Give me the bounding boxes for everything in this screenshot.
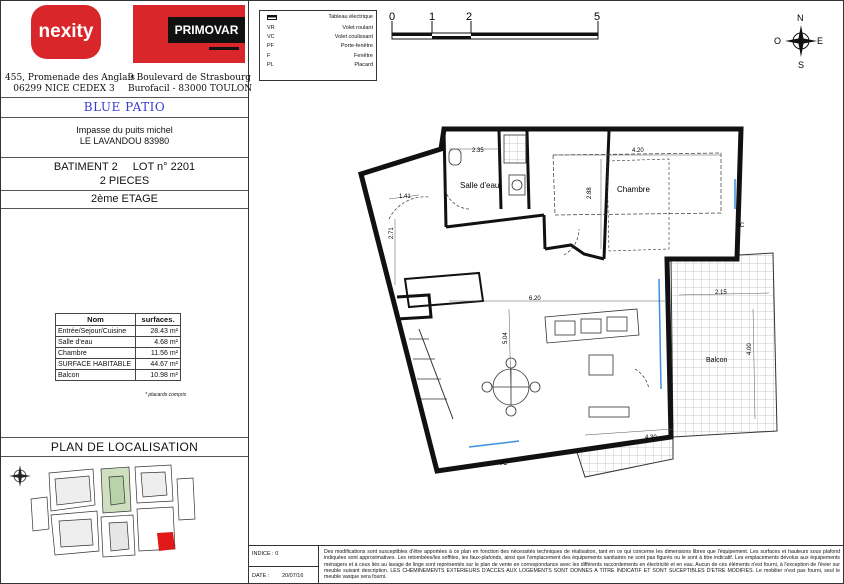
- location-city: LE LAVANDOU 83980: [79, 136, 170, 146]
- compass-icon: [774, 11, 834, 71]
- dim-label: 4.30: [645, 435, 657, 441]
- legend-row: [263, 14, 375, 23]
- surface-table: [55, 313, 181, 381]
- floor-plan-sheet: [249, 0, 844, 584]
- dim-label: 2.71: [389, 227, 395, 239]
- footer-meta: [249, 546, 319, 584]
- room-surface: 4.68 m²: [136, 337, 181, 348]
- highlighted-lot: [157, 532, 175, 551]
- dim-label: 4.00: [747, 343, 753, 355]
- footer: [249, 545, 844, 584]
- dim-label: 2.15: [715, 290, 727, 296]
- legend-value: Fenêtre: [354, 53, 373, 59]
- vc-label: VC: [499, 461, 508, 467]
- disclaimer-text: Des modifications sont susceptibles d'être apportées à ce plan en fonction des nécessités techniques de réalisation, tant en ce qui concerne les dimensions libres que l'équipement. Les surfaces et hauteurs sous plafond indiquées sont approximatives. Les retombées/les soffites, les faux-plafonds, ainsi que l'emplacement des équipements sanitaires ne sont pas figurés ou le sont à titre indicatif. Les emplacements dévolus aux équipements ménagers et à ceux liés au lavage de linge sont représentés sur le plan de vente en correspondance avec les différents raccordements en électricité et en eau. Aucun de ces éléments n'est fourni, à l'exception de l'évier sur meuble suivant description. LES CHEMINEMENTS EXTERIEURS D'ACCES AUX LOGEMENTS SONT DONNES A TITRE INDICATIF ET SONT SUCEPTIBLES D'ETRE MODIFIES. Le mobilier n'est pas fourni, seul le meuble vasque sera fourni.: [324, 549, 840, 581]
- primovar-address-line: 9 Boulevard de Strasbourg: [128, 73, 252, 83]
- etage-label: 2ème ETAGE: [1, 191, 248, 209]
- room-name: Entrée/Sejour/Cuisine: [56, 326, 136, 337]
- table-row: [56, 326, 181, 337]
- room-surface: 44.67 m²: [136, 359, 181, 370]
- washbasin-icon: [509, 175, 525, 195]
- compass-west: O: [774, 36, 782, 46]
- date-value: 20/07/16: [282, 573, 304, 579]
- room-label-chambre: Chambre: [617, 185, 650, 194]
- legend-key: PF: [267, 43, 275, 49]
- dim-label: 2.35: [472, 148, 484, 154]
- room-surface: 28.43 m²: [136, 326, 181, 337]
- primovar-logo-text: PRIMOVAR: [168, 17, 245, 43]
- room-label-balcon: Balcon: [706, 357, 728, 364]
- nexity-logo: nexity: [31, 5, 101, 59]
- balcony-area: [671, 253, 777, 437]
- plan-localisation-title: PLAN DE LOCALISATION: [1, 437, 248, 457]
- tv-unit-icon: [589, 407, 629, 417]
- indice-label: INDICE : 0: [252, 551, 279, 557]
- vc-label: VC: [736, 223, 745, 229]
- location-street: Impasse du puits michel: [76, 125, 173, 135]
- project-name: BLUE PATIO: [1, 98, 248, 118]
- legend-value: Volet roulant: [342, 25, 373, 31]
- primovar-logo: [133, 5, 245, 63]
- legend-row: [263, 34, 375, 43]
- shower-tray-icon: [504, 135, 526, 163]
- toilet-icon: [449, 149, 461, 165]
- legend-row: [263, 62, 375, 71]
- compass-north: N: [797, 13, 804, 23]
- legend-value: Placard: [354, 62, 373, 68]
- header-surface: surfaces.: [136, 314, 181, 326]
- mini-compass-icon: [9, 465, 31, 487]
- location-map: [1, 459, 248, 583]
- table-row: [56, 359, 181, 370]
- table-row: [56, 348, 181, 359]
- primovar-logo-bar: [209, 47, 239, 50]
- dim-label: 4.20: [632, 148, 644, 154]
- primovar-address: [128, 73, 253, 95]
- legend-key: PL: [267, 62, 274, 68]
- tableau-electrique-icon: [267, 15, 277, 20]
- legend-key: VC: [267, 34, 275, 40]
- table-row: [56, 337, 181, 348]
- room-name: Chambre: [56, 348, 136, 359]
- project-location: [1, 118, 248, 158]
- nexity-address-line: 455, Promenade des Anglais: [5, 73, 136, 83]
- logos-section: [1, 1, 253, 98]
- legend-value: Volet coulissant: [334, 34, 373, 40]
- header-name: Nom: [56, 314, 136, 326]
- legend-value: Porte-fenêtre: [340, 43, 373, 49]
- scale-tick-label: 2: [466, 11, 473, 23]
- table-row: [56, 370, 181, 381]
- legend-key: VR: [267, 25, 275, 31]
- pieces-label: 2 PIECES: [99, 175, 150, 187]
- compass-east: E: [817, 36, 824, 46]
- lot-number: LOT n° 2201: [132, 161, 196, 173]
- legend-value: Tableau électrique: [328, 14, 373, 20]
- room-name: SURFACE HABITABLE: [56, 359, 136, 370]
- dim-label: 6.20: [529, 296, 541, 302]
- scale-tick-label: 1: [429, 11, 436, 23]
- surface-note: * placards compris: [145, 392, 187, 398]
- compass-south: S: [798, 60, 805, 70]
- batiment-label: BATIMENT 2: [53, 161, 118, 173]
- lot-line: [1, 160, 248, 174]
- dim-label: 2.88: [587, 187, 593, 199]
- date-label: DATE :: [252, 573, 270, 579]
- legend-row: [263, 53, 375, 62]
- scale-tick-label: 5: [594, 11, 601, 23]
- dim-label: 1.41: [399, 194, 411, 200]
- room-label-salle-eau: Salle d'eau: [460, 181, 500, 190]
- scale-bar: [389, 9, 603, 43]
- legend-box: [259, 10, 377, 81]
- room-surface: 10.98 m²: [136, 370, 181, 381]
- primovar-address-line: Burofacil - 83000 TOULON: [128, 84, 253, 94]
- legend-key: F: [267, 53, 271, 59]
- nexity-address-line: 06299 NICE CEDEX 3: [13, 84, 115, 94]
- legend-row: [263, 25, 375, 34]
- coffee-table-icon: [589, 355, 613, 375]
- info-panel: [0, 0, 253, 584]
- legend-row: [263, 43, 375, 52]
- apartment-floor-plan: [349, 119, 789, 489]
- scale-tick-label: 0: [389, 11, 396, 23]
- nexity-address: [5, 73, 136, 95]
- room-surface: 11.56 m²: [136, 348, 181, 359]
- dim-label: 5.04: [503, 332, 509, 344]
- room-name: Salle d'eau: [56, 337, 136, 348]
- lot-info: [1, 158, 248, 191]
- surface-table-header: [56, 314, 181, 326]
- room-name: Balcon: [56, 370, 136, 381]
